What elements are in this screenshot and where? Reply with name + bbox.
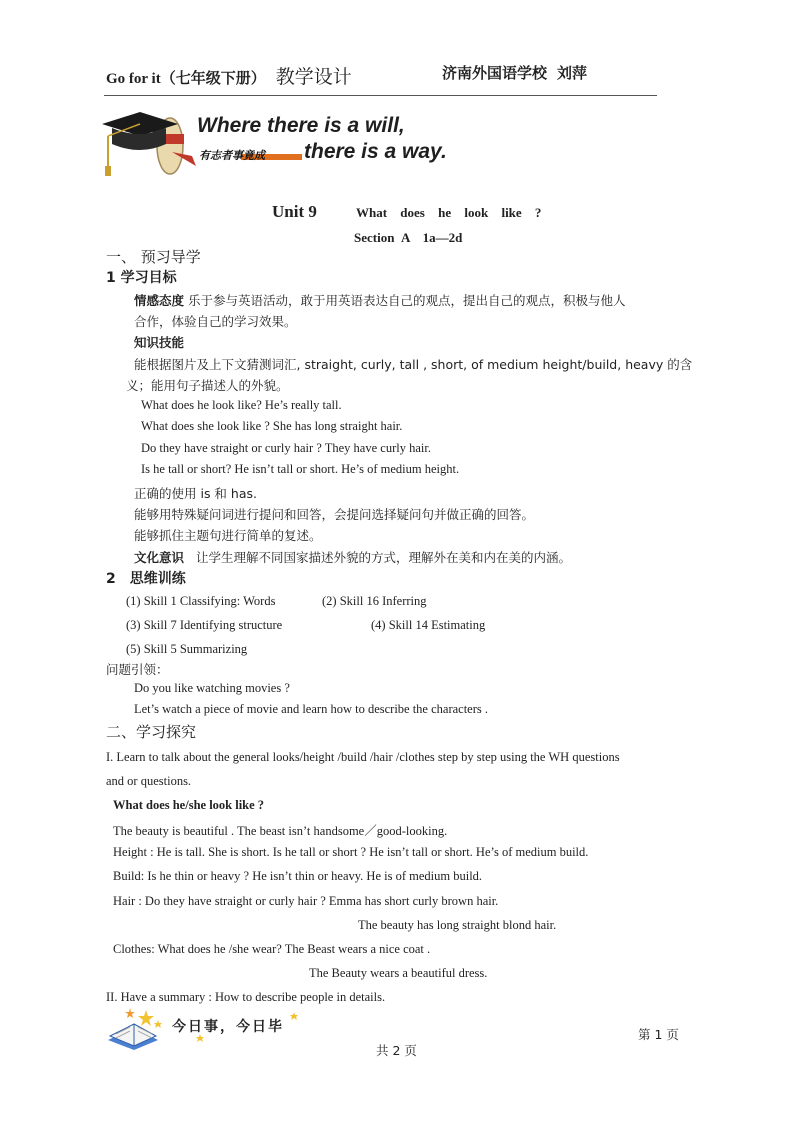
example-sentence: Is he tall or short? He isn’t tall or short. He’s of medium height. [141, 462, 460, 476]
culture-label: 文化意识 [134, 550, 185, 565]
culture-text: 让学生理解不同国家描述外貌的方式，理解外在美和内在美的内涵。 [195, 550, 571, 565]
example-sentence: Do they have straight or curly hair ? They have curly hair. [141, 441, 431, 455]
header-book [106, 62, 352, 89]
skill-item: (2) Skill 16 Inferring [322, 594, 427, 608]
unit-title: Unit 9 [272, 202, 317, 221]
attitude-text-line2: 合作，体验自己的学习效果。 [134, 314, 297, 329]
lead-in-label: 问题引领： [106, 662, 169, 677]
motto-cn: 有志者事竟成 [199, 149, 265, 162]
section-title: Section A 1a—2d [354, 230, 463, 245]
page-number: 第 1 页 [638, 1027, 679, 1042]
clothes-line2: The Beauty wears a beautiful dress. [309, 966, 488, 980]
header-school-block [442, 62, 587, 83]
attitude-label: 情感态度 [134, 293, 185, 308]
skill-item: (5) Skill 5 Summarizing [126, 642, 248, 656]
header-rule [104, 95, 657, 96]
lead-in-question: Do you like watching movies ? [134, 681, 290, 695]
school-name: 济南外国语学校 [442, 66, 548, 82]
task1-line2: and or questions. [106, 774, 192, 788]
build-line: Build: Is he thin or heavy ? He isn’t thin or heavy. He is of medium build. [113, 869, 483, 883]
beauty-line: The beauty is beautiful . The beast isn’t handsome／good-looking. [113, 824, 448, 838]
skills-label: 知识技能 [134, 335, 185, 350]
unit-question: What does he look like ? [356, 205, 542, 220]
culture-line [134, 548, 571, 566]
skill-item: (1) Skill 1 Classifying: Words [126, 594, 276, 608]
ability-line1: 能够用特殊疑问词进行提问和回答，会提问选择疑问句并做正确的回答。 [134, 507, 535, 522]
book-title: Go for it（七年级下册） [106, 71, 266, 87]
skill-item: (3) Skill 7 Identifying structure [126, 618, 283, 632]
attitude-line [134, 291, 626, 309]
hair-line2: The beauty has long straight blond hair. [358, 918, 557, 932]
ability-line2: 能够抓住主题句进行简单的复述。 [134, 528, 322, 543]
goal-heading: 1 学习目标 [106, 270, 177, 286]
footer-slogan: 今日事，今日毕 [172, 1019, 284, 1035]
doc-type: 教学设计 [275, 67, 352, 88]
skills-line2: 义；能用句子描述人的外貌。 [126, 378, 289, 393]
skills-line1: 能根据图片及上下文猜测词汇, straight, curly, tall , short, of medium height/build, heavy 的含 [134, 357, 693, 372]
task2-line: II. Have a summary : How to describe people in details. [106, 990, 386, 1004]
part2-heading: 二、学习探究 [106, 723, 197, 741]
task1-line1: I. Learn to talk about the general looks/height /build /hair /clothes step by step using the WH questions [106, 750, 620, 764]
attitude-text: 乐于参与英语活动，敢于用英语表达自己的观点，提出自己的观点，积极与他人 [188, 293, 626, 308]
part1-heading: 一、 预习导学 [106, 248, 201, 266]
motto-en-line1: Where there is a will, [197, 114, 405, 137]
page-total: 共 2 页 [376, 1043, 417, 1058]
motto-en-line2: there is a way. [304, 140, 447, 163]
height-line: Height : He is tall. She is short. Is he tall or short ? He isn’t tall or short. He’s of medium build. [113, 845, 589, 859]
example-sentence: What does she look like ? She has long straight hair. [141, 419, 403, 433]
example-sentence: What does he look like? He’s really tall. [141, 398, 342, 412]
usage-line: 正确的使用 is 和 has. [134, 486, 257, 501]
thinking-heading: 2 思维训练 [106, 571, 186, 587]
skill-item: (4) Skill 14 Estimating [371, 618, 486, 632]
teacher-name: 刘萍 [557, 66, 588, 82]
question-heading: What does he/she look like ? [113, 798, 265, 812]
lead-in-question: Let’s watch a piece of movie and learn how to describe the characters . [134, 702, 489, 716]
clothes-line1: Clothes: What does he /she wear? The Beast wears a nice coat . [113, 942, 431, 956]
hair-line1: Hair : Do they have straight or curly hair ? Emma has short curly brown hair. [113, 894, 499, 908]
